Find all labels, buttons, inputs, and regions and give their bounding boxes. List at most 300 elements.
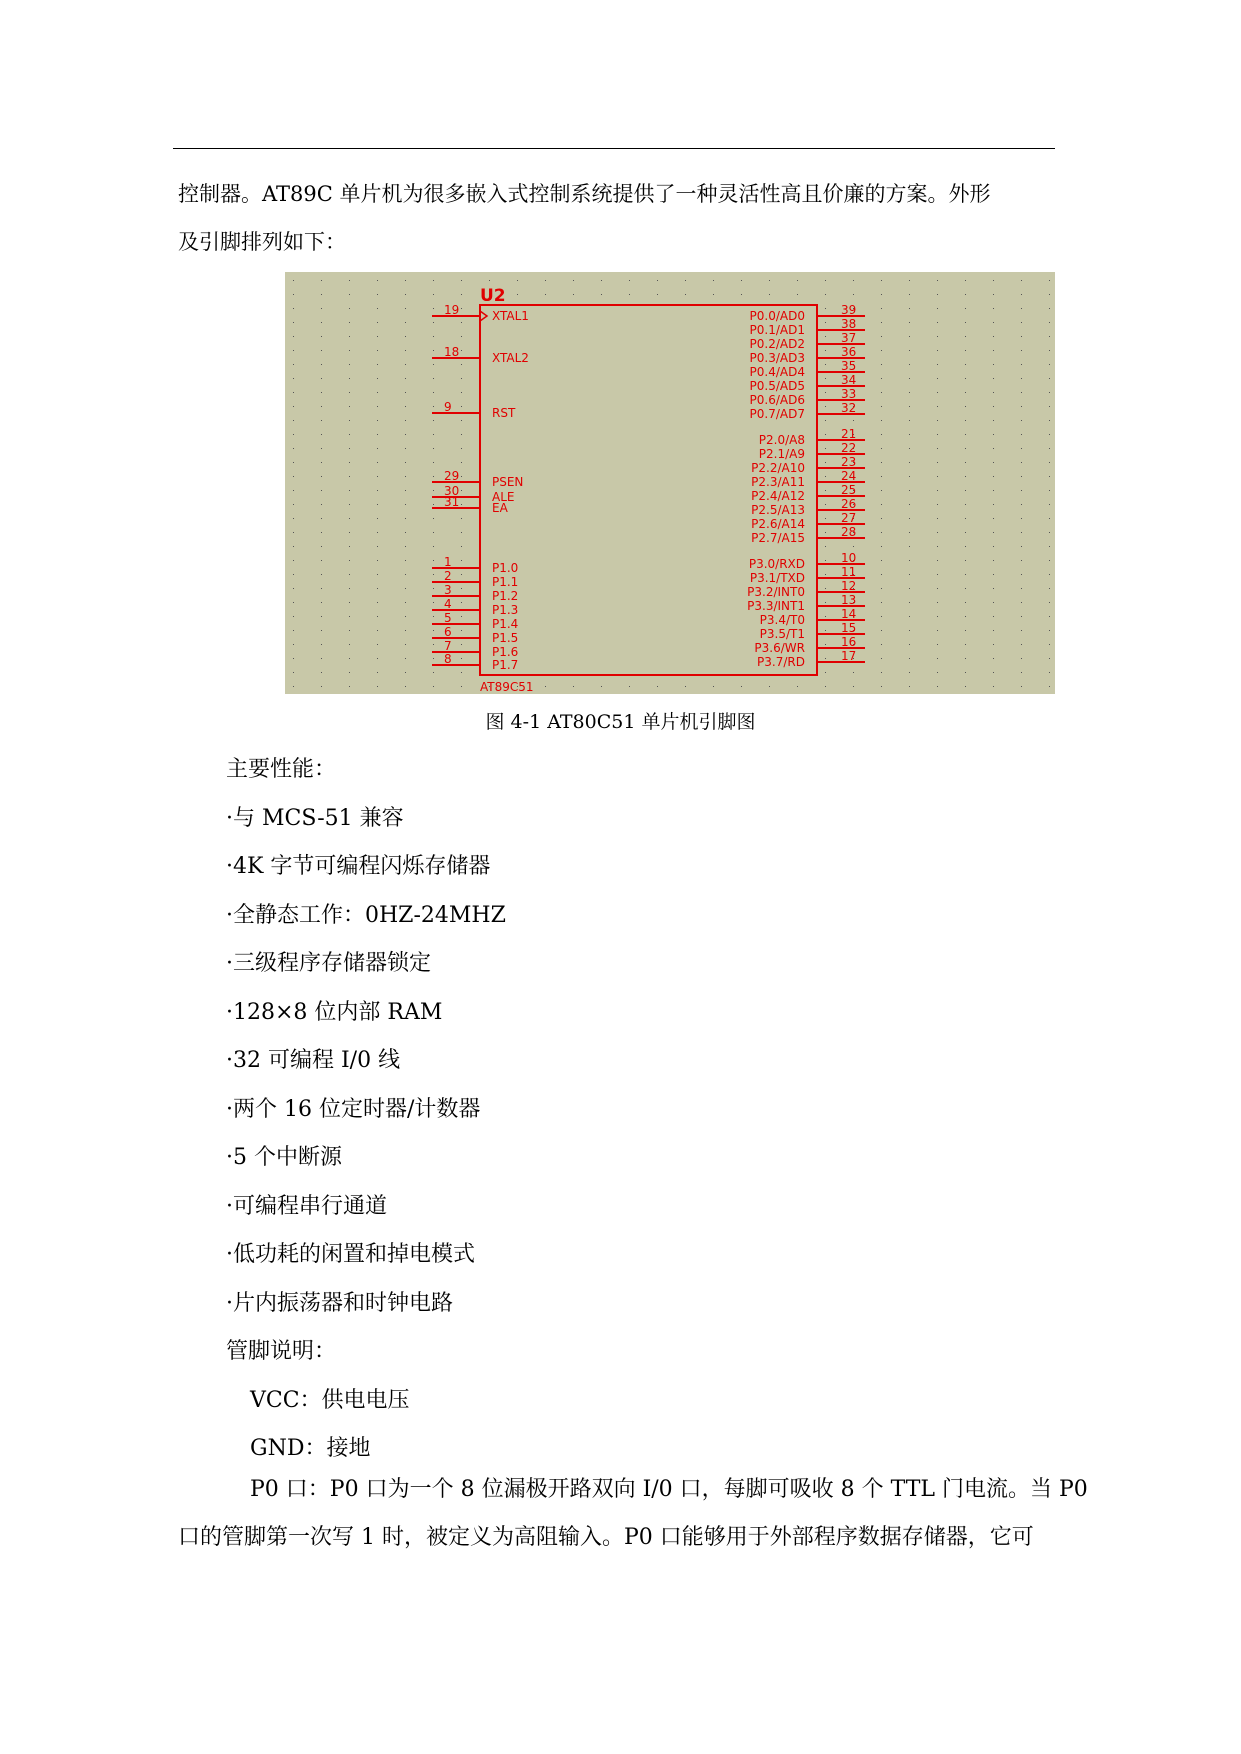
grid-dot [1021,434,1022,435]
feature-item: ·32 可编程 I/0 线 [226,1048,401,1073]
grid-dot [1021,378,1022,379]
pin-number: 17 [841,649,857,663]
grid-dot [1021,504,1022,505]
grid-dot [937,644,938,645]
pin-number: 36 [841,345,857,359]
grid-dot [433,504,434,505]
grid-dot [573,294,574,295]
grid-dot [321,406,322,407]
grid-dot [377,616,378,617]
grid-dot [1021,588,1022,589]
grid-dot [965,560,966,561]
feature-item: ·全静态工作：0HZ-24MHZ [226,902,506,928]
pin-number: 5 [444,611,452,625]
grid-dot [433,420,434,421]
grid-dot [573,686,574,687]
grid-dot [909,378,910,379]
grid-dot [685,280,686,281]
grid-dot [405,406,406,407]
grid-dot [993,322,994,323]
pin-number: 22 [841,441,857,455]
pin-name: P0.7/AD7 [749,407,805,421]
grid-dot [825,364,826,365]
grid-dot [965,518,966,519]
grid-dot [293,280,294,281]
grid-dot [293,672,294,673]
grid-dot [965,308,966,309]
pin-number: 28 [841,525,857,539]
grid-dot [293,364,294,365]
grid-dot [993,294,994,295]
grid-dot [349,588,350,589]
grid-dot [461,448,462,449]
feature-item: ·128×8 位内部 RAM [226,999,443,1025]
grid-dot [601,686,602,687]
grid-dot [881,602,882,603]
grid-dot [825,392,826,393]
grid-dot [965,672,966,673]
grid-dot [377,350,378,351]
grid-dot [965,574,966,575]
grid-dot [629,294,630,295]
grid-dot [461,644,462,645]
grid-dot [909,518,910,519]
grid-dot [825,672,826,673]
intro-line-2: 及引脚排列如下： [178,230,346,254]
grid-dot [937,490,938,491]
features-list [226,746,506,1474]
grid-dot [965,644,966,645]
grid-dot [769,280,770,281]
grid-dot [909,406,910,407]
grid-dot [517,294,518,295]
grid-dot [321,420,322,421]
pin-name: P2.5/A13 [751,503,805,517]
grid-dot [1049,686,1050,687]
grid-dot [377,644,378,645]
grid-dot [657,294,658,295]
grid-dot [461,574,462,575]
grid-dot [461,392,462,393]
grid-dot [825,644,826,645]
grid-dot [461,616,462,617]
grid-dot [545,294,546,295]
grid-dot [1021,616,1022,617]
grid-dot [993,336,994,337]
grid-dot [377,308,378,309]
grid-dot [881,490,882,491]
pin-number: 8 [444,652,452,666]
grid-dot [1049,420,1050,421]
grid-dot [965,322,966,323]
grid-dot [937,280,938,281]
grid-dot [881,364,882,365]
grid-dot [377,434,378,435]
grid-dot [1021,546,1022,547]
grid-dot [993,504,994,505]
pin-number: 15 [841,621,857,635]
grid-dot [321,462,322,463]
grid-dot [461,462,462,463]
grid-dot [461,588,462,589]
grid-dot [293,616,294,617]
grid-dot [965,378,966,379]
grid-dot [461,476,462,477]
grid-dot [377,588,378,589]
grid-dot [993,602,994,603]
pin-number: 23 [841,455,857,469]
grid-dot [461,686,462,687]
grid-dot [433,378,434,379]
grid-dot [937,518,938,519]
grid-dot [937,294,938,295]
grid-dot [937,322,938,323]
grid-dot [881,420,882,421]
grid-dot [825,378,826,379]
grid-dot [909,294,910,295]
pin-number: 14 [841,607,857,621]
grid-dot [601,280,602,281]
grid-dot [1049,308,1050,309]
grid-dot [321,364,322,365]
grid-dot [461,322,462,323]
grid-dot [349,518,350,519]
pin-number: 26 [841,497,857,511]
grid-dot [629,686,630,687]
grid-dot [965,616,966,617]
grid-dot [461,350,462,351]
feature-item: ·与 MCS-51 兼容 [226,805,404,831]
grid-dot [349,336,350,337]
grid-dot [657,686,658,687]
grid-dot [881,462,882,463]
grid-dot [1049,322,1050,323]
grid-dot [937,406,938,407]
grid-dot [937,434,938,435]
grid-dot [405,420,406,421]
pin-number: 27 [841,511,857,525]
grid-dot [349,546,350,547]
grid-dot [405,364,406,365]
pin-name: P3.5/T1 [759,627,805,641]
grid-dot [433,308,434,309]
grid-dot [1049,280,1050,281]
grid-dot [321,280,322,281]
grid-dot [461,490,462,491]
grid-dot [1049,350,1050,351]
grid-dot [1021,406,1022,407]
pin-name: P3.2/INT0 [747,585,805,599]
pin-name: P1.0 [492,561,519,575]
grid-dot [937,630,938,631]
grid-dot [909,476,910,477]
grid-dot [349,686,350,687]
grid-dot [1021,336,1022,337]
pin-name: EA [492,501,508,515]
grid-dot [1049,448,1050,449]
pin-name: P2.2/A10 [751,461,805,475]
feature-item: ·4K 字节可编程闪烁存储器 [226,854,491,879]
grid-dot [321,532,322,533]
pin-number: 37 [841,331,857,345]
grid-dot [293,336,294,337]
grid-dot [377,476,378,477]
grid-dot [881,308,882,309]
grid-dot [909,420,910,421]
grid-dot [825,448,826,449]
grid-dot [461,378,462,379]
pin-number: 18 [444,345,460,359]
grid-dot [909,364,910,365]
grid-dot [1049,490,1050,491]
grid-dot [909,322,910,323]
grid-dot [825,294,826,295]
grid-dot [433,336,434,337]
grid-dot [881,518,882,519]
grid-dot [965,434,966,435]
grid-dot [769,686,770,687]
pin-name: P1.6 [492,645,519,659]
grid-dot [461,672,462,673]
grid-dot [293,546,294,547]
pin-name: P3.1/TXD [749,571,805,585]
grid-dot [293,294,294,295]
grid-dot [349,378,350,379]
grid-dot [937,672,938,673]
grid-dot [965,476,966,477]
grid-dot [349,308,350,309]
grid-dot [433,518,434,519]
pin-name: P0.6/AD6 [749,393,805,407]
pin-number: 12 [841,579,857,593]
grid-dot [1049,392,1050,393]
grid-dot [1021,518,1022,519]
grid-dot [1049,616,1050,617]
grid-dot [853,420,854,421]
grid-dot [293,476,294,477]
grid-dot [937,336,938,337]
pin-number: 6 [444,625,452,639]
pin-name: P1.2 [492,589,519,603]
grid-dot [965,350,966,351]
grid-dot [881,588,882,589]
grid-dot [293,434,294,435]
grid-dot [685,686,686,687]
grid-dot [937,504,938,505]
grid-dot [965,546,966,547]
grid-dot [405,546,406,547]
grid-dot [881,406,882,407]
chip-part-label: AT89C51 [480,680,534,694]
grid-dot [1049,294,1050,295]
grid-dot [937,392,938,393]
grid-dot [293,490,294,491]
grid-dot [405,504,406,505]
grid-dot [433,602,434,603]
grid-dot [993,448,994,449]
grid-dot [349,434,350,435]
grid-dot [937,658,938,659]
grid-dot [741,280,742,281]
grid-dot [1021,392,1022,393]
grid-dot [1049,336,1050,337]
grid-dot [377,322,378,323]
grid-dot [629,280,630,281]
pin-number: 33 [841,387,857,401]
grid-dot [937,378,938,379]
grid-dot [377,378,378,379]
grid-dot [965,448,966,449]
grid-dot [993,406,994,407]
grid-dot [993,308,994,309]
grid-dot [293,392,294,393]
grid-dot [965,490,966,491]
grid-dot [1049,532,1050,533]
grid-dot [909,434,910,435]
grid-dot [377,504,378,505]
grid-dot [937,448,938,449]
grid-dot [1021,476,1022,477]
grid-dot [321,490,322,491]
grid-dot [293,406,294,407]
grid-dot [825,546,826,547]
grid-dot [993,350,994,351]
pin-name: P2.3/A11 [751,475,805,489]
grid-dot [405,322,406,323]
grid-dot [1049,574,1050,575]
pin-name: P0.0/AD0 [749,309,805,323]
intro-line-1: 控制器。AT89C 单片机为很多嵌入式控制系统提供了一种灵活性高且价廉的方案。外形 [178,182,991,206]
grid-dot [321,322,322,323]
grid-dot [881,644,882,645]
grid-dot [349,406,350,407]
pin-name: XTAL2 [492,351,529,365]
grid-dot [937,574,938,575]
grid-dot [405,518,406,519]
grid-dot [881,336,882,337]
grid-dot [293,448,294,449]
grid-dot [881,504,882,505]
pin-number: 34 [841,373,857,387]
grid-dot [909,504,910,505]
grid-dot [321,518,322,519]
grid-dot [937,476,938,477]
grid-dot [993,280,994,281]
grid-dot [1021,350,1022,351]
pin-name: P3.4/T0 [759,613,805,627]
grid-dot [433,658,434,659]
grid-dot [321,392,322,393]
grid-dot [433,476,434,477]
grid-dot [433,448,434,449]
grid-dot [461,336,462,337]
pin-name: P1.4 [492,617,519,631]
grid-dot [909,672,910,673]
grid-dot [1021,630,1022,631]
grid-dot [825,462,826,463]
figure-caption: 图 4-1 AT80C51 单片机引脚图 [485,711,756,733]
pin-number: 39 [841,303,857,317]
feature-item: ·两个 16 位定时器/计数器 [226,1096,481,1122]
grid-dot [377,686,378,687]
grid-dot [825,350,826,351]
grid-dot [937,588,938,589]
grid-dot [713,686,714,687]
grid-dot [461,560,462,561]
grid-dot [433,462,434,463]
grid-dot [349,504,350,505]
grid-dot [293,644,294,645]
grid-dot [881,686,882,687]
grid-dot [349,672,350,673]
grid-dot [909,602,910,603]
grid-dot [293,560,294,561]
grid-dot [993,518,994,519]
pin-number: 38 [841,317,857,331]
grid-dot [293,602,294,603]
grid-dot [937,420,938,421]
grid-dot [713,280,714,281]
grid-dot [321,350,322,351]
grid-dot [1049,406,1050,407]
grid-dot [993,546,994,547]
grid-dot [965,686,966,687]
grid-dot [993,476,994,477]
pin-number: 13 [841,593,857,607]
pin-number: 30 [444,484,460,498]
grid-dot [461,546,462,547]
pin-name: P1.3 [492,603,519,617]
features-heading: 主要性能： [226,757,337,782]
grid-dot [321,476,322,477]
grid-dot [825,574,826,575]
pin-name: XTAL1 [492,309,529,323]
grid-dot [685,294,686,295]
grid-dot [909,532,910,533]
grid-dot [321,672,322,673]
grid-dot [993,644,994,645]
grid-dot [937,546,938,547]
pin-number: 16 [841,635,857,649]
grid-dot [657,280,658,281]
grid-dot [321,378,322,379]
grid-dot [377,490,378,491]
grid-dot [377,336,378,337]
grid-dot [405,658,406,659]
grid-dot [881,434,882,435]
grid-dot [573,280,574,281]
grid-dot [965,588,966,589]
grid-dot [405,434,406,435]
grid-dot [937,308,938,309]
grid-dot [741,294,742,295]
grid-dot [293,420,294,421]
pin-name: P0.1/AD1 [749,323,805,337]
grid-dot [433,490,434,491]
p0-line-1: P0 口：P0 口为一个 8 位漏极开路双向 I/0 口，每脚可吸收 8 个 TTL 门电流。当 P0 [250,1477,1088,1502]
grid-dot [993,630,994,631]
pin-number: 11 [841,565,857,579]
grid-dot [797,686,798,687]
grid-dot [293,350,294,351]
pin-name: P1.5 [492,631,519,645]
grid-dot [993,616,994,617]
grid-dot [965,462,966,463]
grid-dot [1021,322,1022,323]
grid-dot [293,532,294,533]
grid-dot [1049,658,1050,659]
pin-number: 31 [444,495,460,509]
